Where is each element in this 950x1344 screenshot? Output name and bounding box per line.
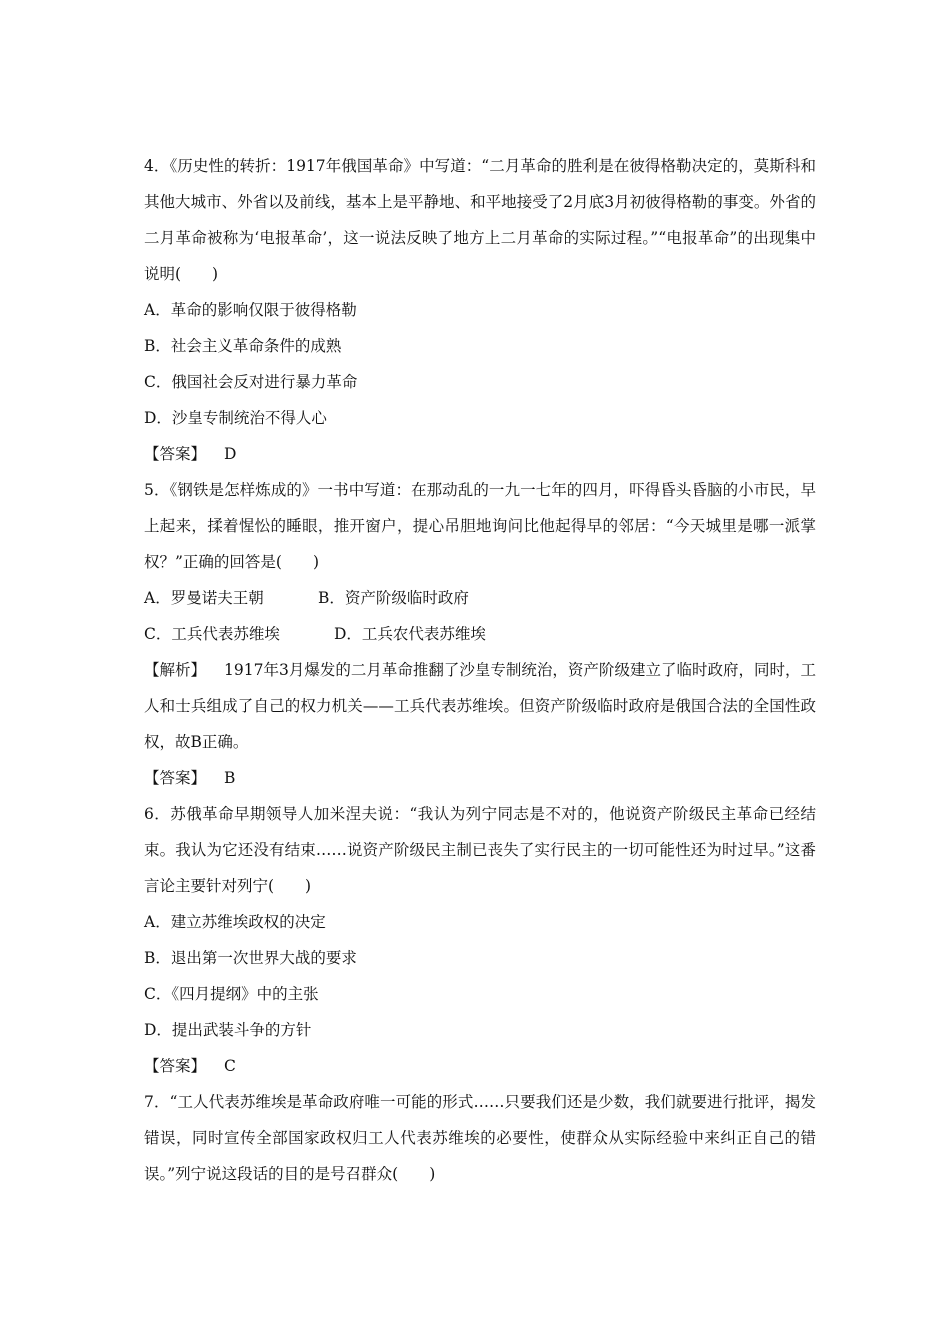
answer-value: C [224,1057,236,1075]
question-7-stem: 7．“工人代表苏维埃是革命政府唯一可能的形式……只要我们还是少数，我们就要进行批评，揭发错误，同时宣传全部国家政权归工人代表苏维埃的必要性，使群众从实际经验中来纠正自己的错误。”列宁说这段话的目的是号召群众( ) [144,1093,816,1183]
answer-tag: 【答案】 [144,445,207,463]
answer-tag: 【答案】 [144,769,207,787]
question-5-option-d: D．工兵农代表苏维埃 [334,625,486,643]
question-5-analysis [144,652,816,760]
question-4-option-b: B．社会主义革命条件的成熟 [144,337,342,355]
question-4-answer [144,436,816,472]
question-5-answer [144,760,816,796]
question-6 [144,796,816,1084]
answer-tag: 【答案】 [144,1057,207,1075]
analysis-tag: 【解析】 [144,661,207,679]
question-6-option-b: B．退出第一次世界大战的要求 [144,949,357,967]
question-4-stem: 4．《历史性的转折：1917年俄国革命》中写道：“二月革命的胜利是在彼得格勒决定的，莫斯科和其他大城市、外省以及前线，基本上是平静地、和平地接受了2月底3月初彼得格勒的事变。外省的二月革命被称为‘电报革命’，这一说法反映了地方上二月革命的实际过程。”“电报革命”的出现集中说明( ) [144,157,816,283]
question-6-option-a: A．建立苏维埃政权的决定 [144,913,326,931]
question-5-options-cd [144,616,816,652]
document-page [144,148,816,1192]
question-5-option-c: C．工兵代表苏维埃 [144,625,280,643]
question-6-stem: 6．苏俄革命早期领导人加米涅夫说：“我认为列宁同志是不对的，他说资产阶级民主革命已经结束。我认为它还没有结束……说资产阶级民主制已丧失了实行民主的一切可能性还为时过早。”这番言论主要针对列宁( ) [144,805,816,895]
analysis-text: 1917年3月爆发的二月革命推翻了沙皇专制统治，资产阶级建立了临时政府，同时，工人和士兵组成了自己的权力机关——工兵代表苏维埃。但资产阶级临时政府是俄国合法的全国性政权，故B正确。 [144,661,816,751]
question-6-option-c: C．《四月提纲》中的主张 [144,985,319,1003]
answer-value: D [224,445,237,463]
question-4-option-c: C．俄国社会反对进行暴力革命 [144,373,358,391]
question-4-option-d: D．沙皇专制统治不得人心 [144,409,327,427]
question-7 [144,1084,816,1192]
question-5-option-b: B．资产阶级临时政府 [318,589,469,607]
question-5 [144,472,816,796]
question-5-options-ab [144,580,816,616]
question-6-option-d: D．提出武装斗争的方针 [144,1021,312,1039]
question-6-answer [144,1048,816,1084]
answer-value: B [224,769,236,787]
question-5-option-a: A．罗曼诺夫王朝 [144,589,264,607]
question-4 [144,148,816,472]
question-5-stem: 5．《钢铁是怎样炼成的》一书中写道：在那动乱的一九一七年的四月，吓得昏头昏脑的小市民，早上起来，揉着惺忪的睡眼，推开窗户，提心吊胆地询问比他起得早的邻居：“今天城里是哪一派掌权？”正确的回答是( ) [144,481,816,571]
question-4-option-a: A．革命的影响仅限于彼得格勒 [144,301,357,319]
